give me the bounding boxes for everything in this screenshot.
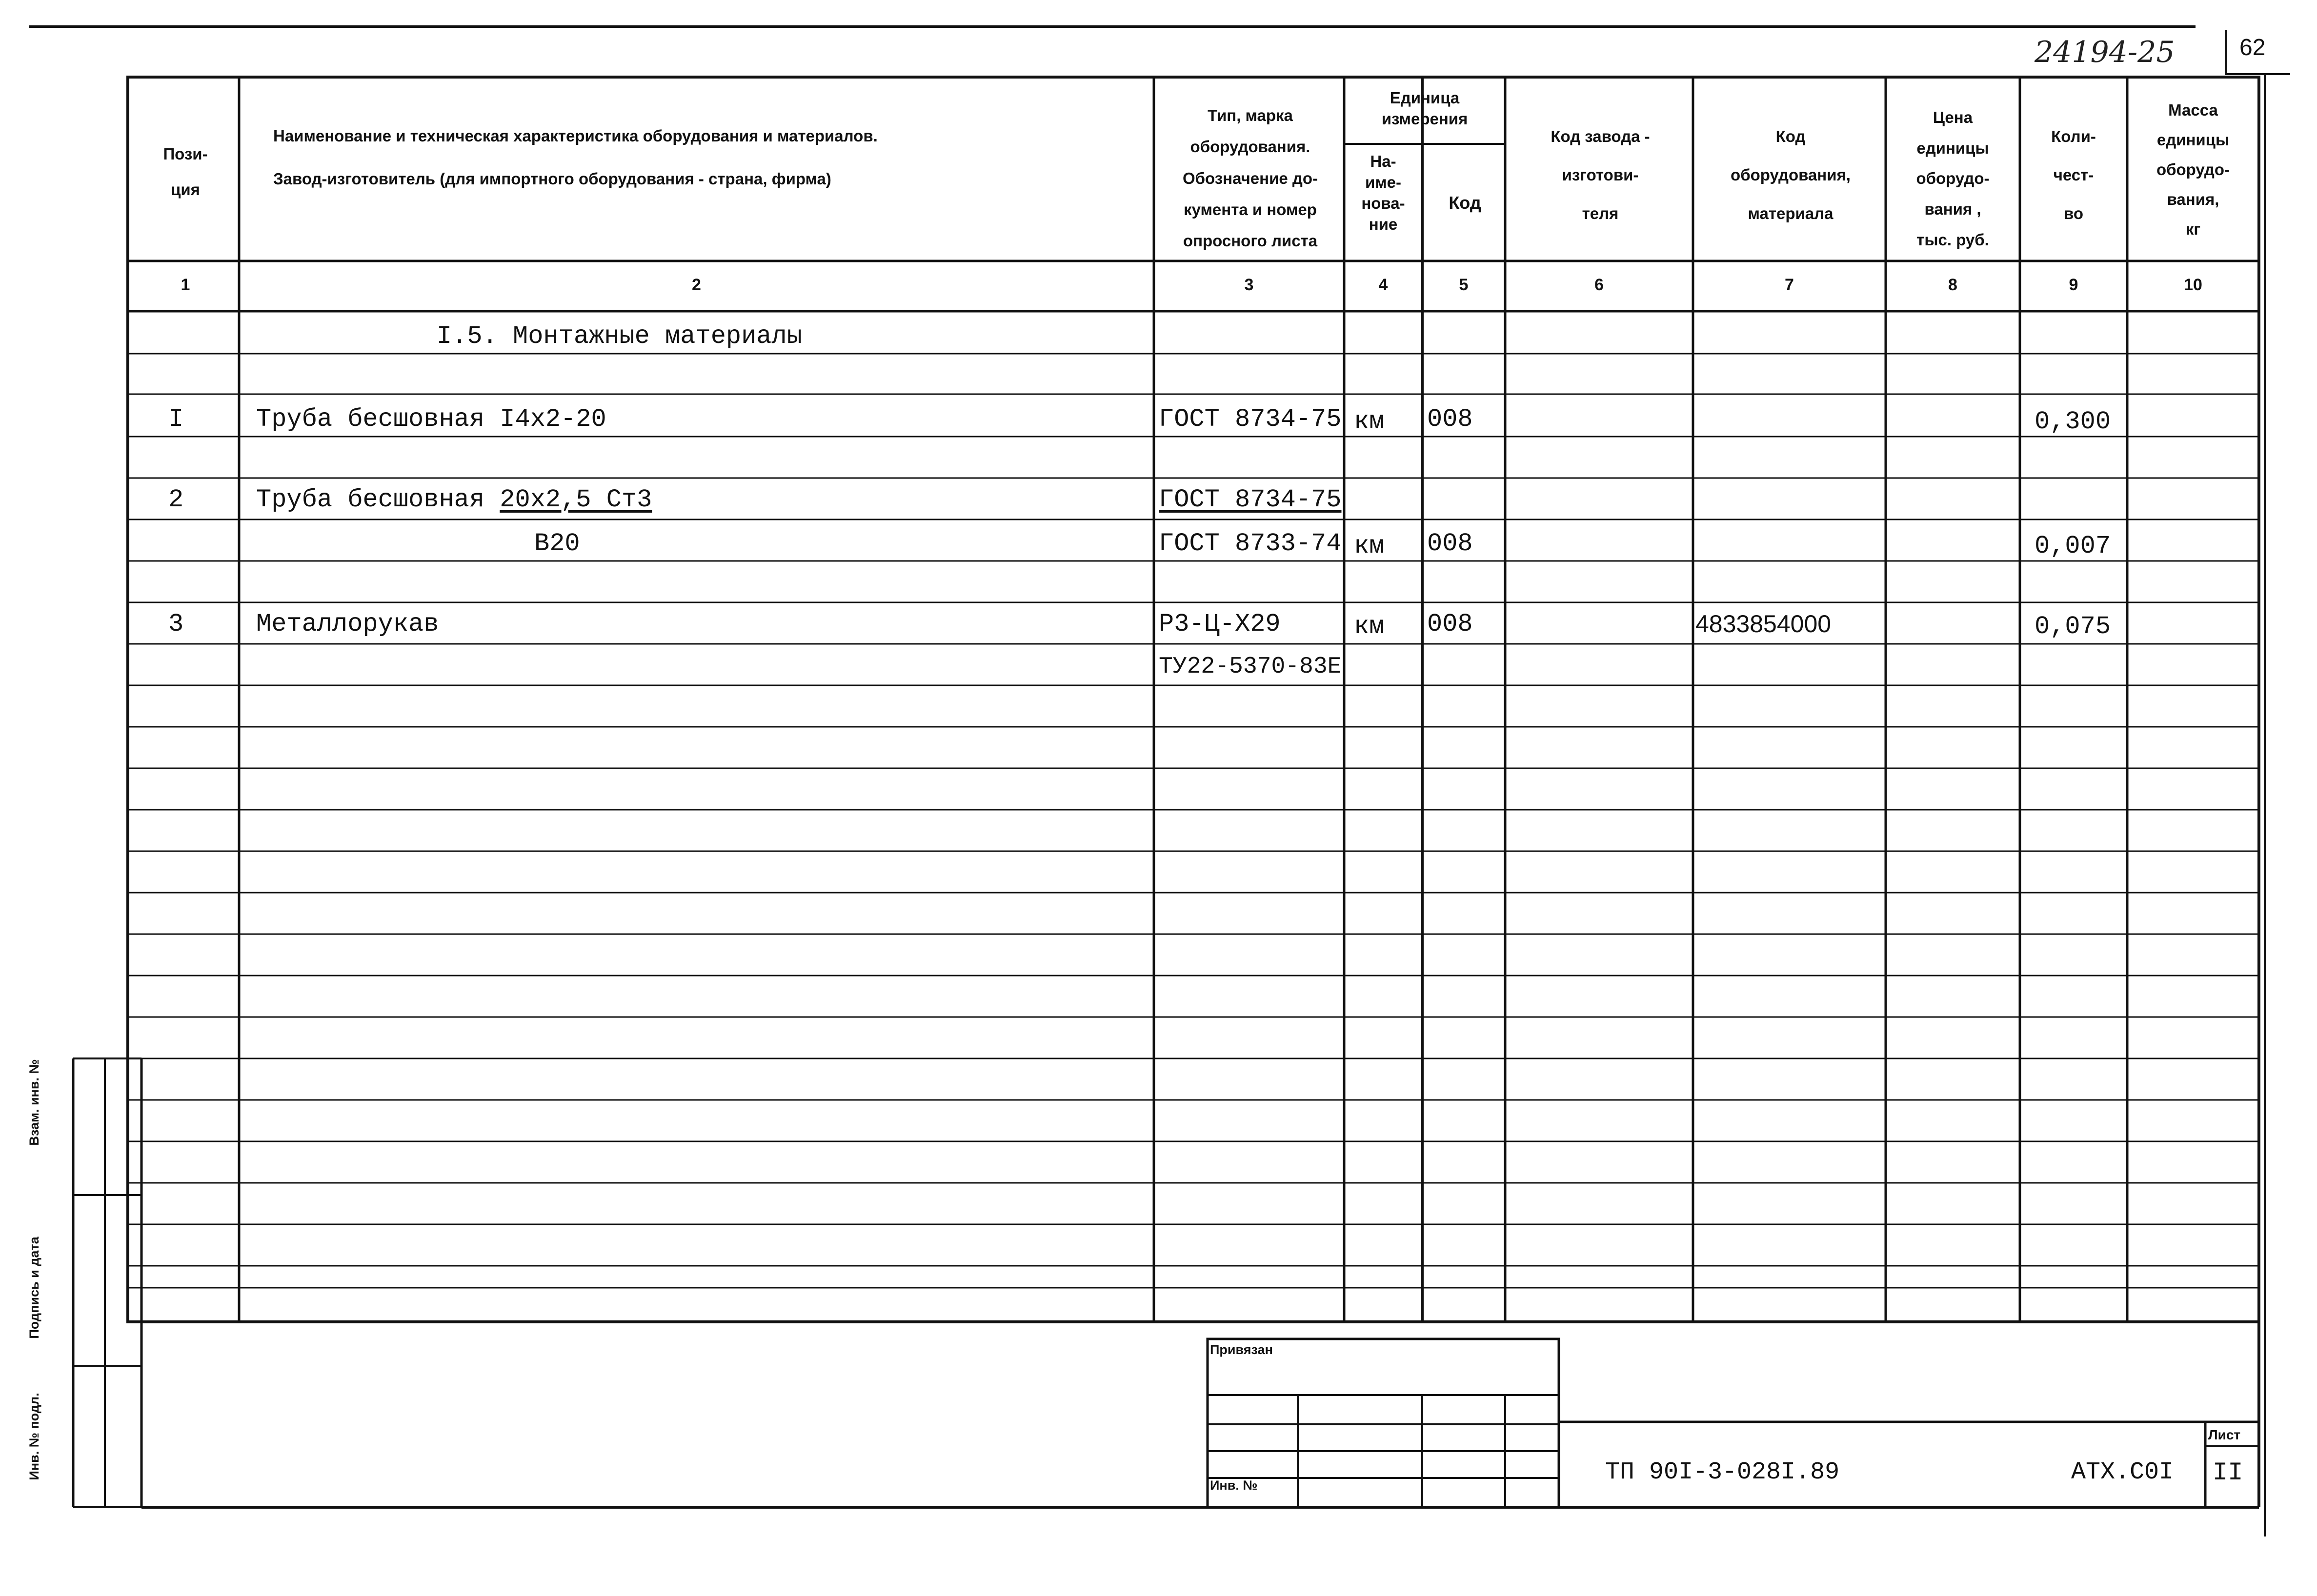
row-name-part: Труба бесшовная bbox=[256, 485, 485, 514]
header-text: Завод-изготовитель (для импортного оборудования - страна, фирма) bbox=[273, 169, 831, 188]
column-number: 9 bbox=[2069, 276, 2078, 294]
row-quantity: 0,075 bbox=[2035, 612, 2111, 641]
header-factory-code bbox=[1508, 117, 1693, 233]
header-text: Код bbox=[1775, 127, 1806, 145]
column-number: 6 bbox=[1594, 276, 1604, 294]
header-text: Цена bbox=[1933, 108, 1973, 126]
column-number: 3 bbox=[1244, 276, 1254, 294]
row-name: Металлорукав bbox=[256, 610, 439, 638]
header-text: Единица bbox=[1390, 89, 1460, 107]
header-mass bbox=[2127, 95, 2259, 244]
header-text: Пози- bbox=[163, 145, 208, 163]
header-text: тыс. руб. bbox=[1916, 230, 1989, 249]
row-quantity: 0,007 bbox=[2035, 532, 2111, 560]
handwritten-code: 24194-25 bbox=[2035, 35, 2175, 69]
row-unit: км bbox=[1354, 532, 1385, 560]
column-number: 1 bbox=[181, 276, 190, 294]
sheet-number: II bbox=[2213, 1458, 2243, 1487]
row-equipment-code: 4833854000 bbox=[1695, 610, 1832, 638]
header-text: име- bbox=[1365, 173, 1402, 191]
side-label-signature-date: Подпись и дата bbox=[27, 1237, 41, 1339]
section-title: I.5. Монтажные материалы bbox=[437, 322, 802, 351]
column-number: 8 bbox=[1948, 276, 1957, 294]
row-document: ГОСТ 8733-74 bbox=[1159, 529, 1342, 558]
row-document: Р3-Ц-Х29 bbox=[1159, 610, 1281, 638]
header-text: изготови- bbox=[1562, 166, 1639, 184]
column-number: 7 bbox=[1785, 276, 1794, 294]
column-number: 10 bbox=[2184, 276, 2202, 294]
header-price bbox=[1886, 102, 2020, 255]
header-text: вания , bbox=[1924, 200, 1981, 219]
inv-no-label: Инв. № bbox=[1210, 1478, 1258, 1493]
header-text: материала bbox=[1748, 204, 1833, 223]
privyazan-label: Привязан bbox=[1210, 1342, 1273, 1357]
document-code: АТХ.С0I bbox=[2071, 1458, 2174, 1486]
header-text: оборудования. bbox=[1190, 138, 1310, 156]
column-number: 5 bbox=[1459, 276, 1469, 294]
row-unit-code: 008 bbox=[1427, 610, 1473, 638]
header-text: ние bbox=[1369, 215, 1398, 233]
row-document: ГОСТ 8734-75 bbox=[1159, 485, 1342, 514]
header-text: оборудо- bbox=[2156, 160, 2230, 179]
header-type bbox=[1156, 100, 1344, 257]
header-text: чест- bbox=[2053, 166, 2094, 184]
header-text: кг bbox=[2185, 220, 2201, 239]
header-text: Коли- bbox=[2051, 127, 2096, 145]
header-text: кумента и номер bbox=[1184, 200, 1317, 219]
header-name bbox=[273, 124, 1005, 191]
row-unit: км bbox=[1354, 612, 1385, 641]
header-position bbox=[146, 137, 224, 207]
row-document: ТУ22-5370-83Е bbox=[1159, 654, 1342, 680]
header-text: единицы bbox=[2156, 131, 2230, 149]
row-unit: км bbox=[1354, 407, 1385, 436]
header-text: ция bbox=[171, 180, 200, 199]
header-unit-code: Код bbox=[1449, 193, 1481, 213]
row-name bbox=[256, 485, 652, 514]
header-text: теля bbox=[1582, 204, 1619, 223]
column-number: 4 bbox=[1378, 276, 1388, 294]
frame-rect bbox=[128, 77, 2259, 1322]
header-text: Обозначение до- bbox=[1183, 169, 1318, 187]
page-number: 62 bbox=[2239, 35, 2266, 60]
header-text: опросного листа bbox=[1183, 232, 1318, 250]
header-text: оборудо- bbox=[1916, 169, 1990, 188]
header-text: нова- bbox=[1361, 194, 1405, 212]
row-unit-code: 008 bbox=[1427, 405, 1473, 434]
header-text: На- bbox=[1370, 152, 1396, 170]
side-label-original-inv: Инв. № подл. bbox=[27, 1393, 41, 1480]
header-text: Масса bbox=[2168, 101, 2218, 119]
header-text: вания, bbox=[2167, 190, 2219, 209]
row-document: ГОСТ 8734-75 bbox=[1159, 405, 1342, 434]
row-position: 3 bbox=[168, 610, 184, 638]
header-text: Наименование и техническая характеристика оборудования и материалов. bbox=[273, 127, 878, 145]
header-unit-group bbox=[1344, 88, 1505, 130]
header-quantity bbox=[2020, 117, 2127, 233]
header-text: измерения bbox=[1381, 109, 1468, 128]
side-label-replacement-inv: Взам. инв. № bbox=[27, 1059, 41, 1146]
header-equipment-code bbox=[1695, 117, 1886, 233]
header-text: оборудования, bbox=[1731, 166, 1851, 184]
row-position: 2 bbox=[168, 485, 184, 514]
row-name: В20 bbox=[534, 529, 580, 558]
column-number: 2 bbox=[692, 276, 701, 294]
row-position: I bbox=[168, 405, 184, 434]
header-text: единицы bbox=[1916, 139, 1989, 157]
header-text: во bbox=[2063, 204, 2083, 223]
row-name-part: 20х2,5 Ст3 bbox=[500, 485, 652, 514]
header-text: Тип, марка bbox=[1208, 106, 1293, 124]
header-unit-name bbox=[1344, 151, 1422, 235]
project-code: ТП 90I-3-028I.89 bbox=[1605, 1458, 1840, 1486]
sheet-label: Лист bbox=[2208, 1427, 2241, 1442]
row-name: Труба бесшовная I4х2-20 bbox=[256, 405, 606, 434]
row-unit-code: 008 bbox=[1427, 529, 1473, 558]
row-quantity: 0,300 bbox=[2035, 407, 2111, 436]
header-text: Код завода - bbox=[1551, 127, 1650, 145]
